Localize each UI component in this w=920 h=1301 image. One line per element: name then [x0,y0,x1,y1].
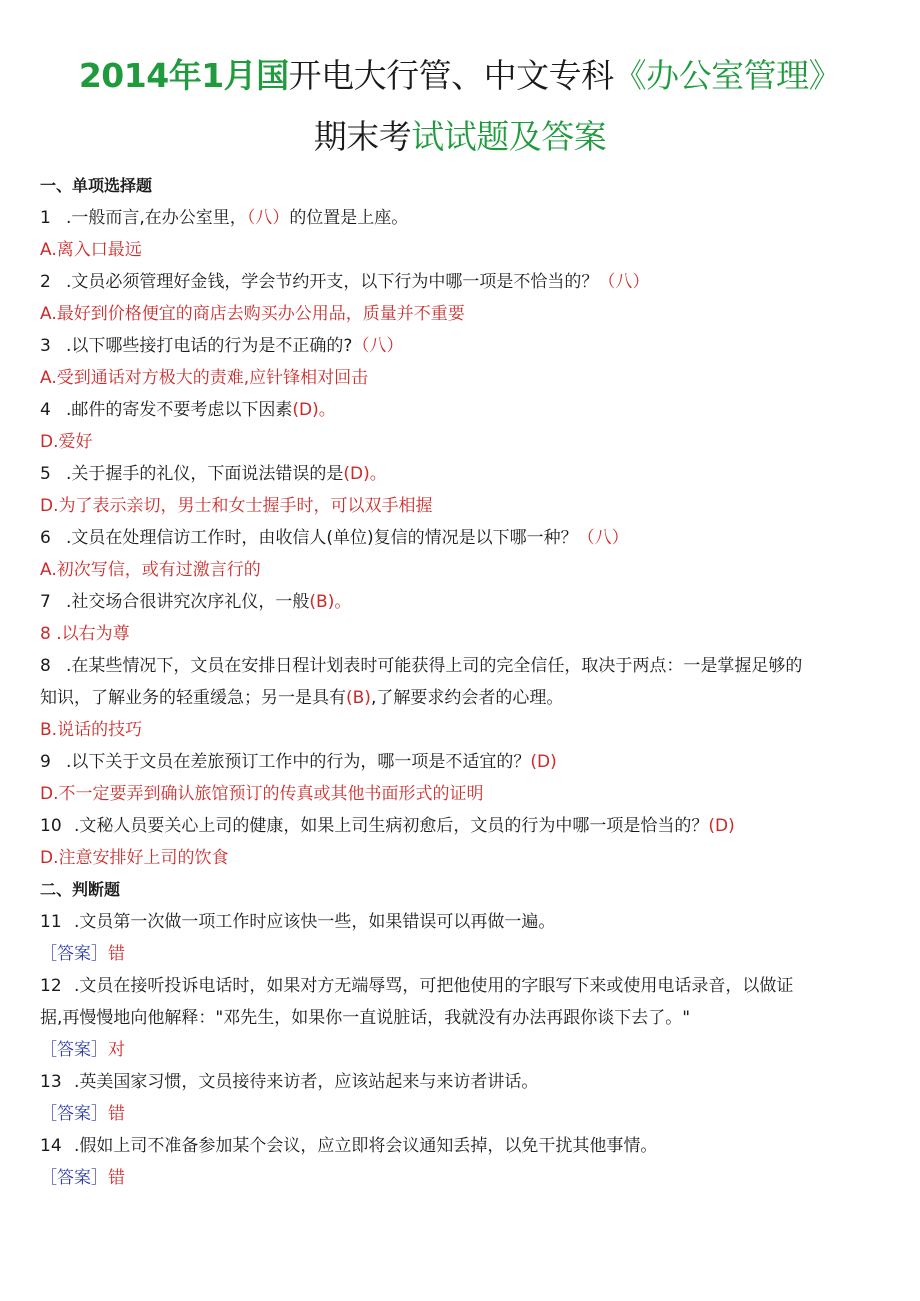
question-answer-tag: （八） [577,528,629,548]
document-body [40,170,890,1194]
question-number: 9 [40,752,51,772]
answer-1: A.离入口最远 [40,240,142,260]
section-heading-judgement: 二、判断题 [40,880,121,899]
answer-5: D.为了表示亲切，男士和女士握手时，可以双手相握 [40,496,433,516]
question-1 [40,202,890,234]
answer-value: 对 [108,1040,125,1060]
question-text: .社交场合很讲究次序礼仪，一般 [66,592,310,612]
question-5 [40,458,890,490]
answer-7: 8 .以右为尊 [40,624,130,644]
question-text: .文员必须管理好金钱，学会节约开支，以下行为中哪一项是不恰当的？ [66,272,599,292]
question-text: .一般而言,在办公室里， [66,208,247,228]
question-answer-tag: （八） [598,272,650,292]
title-part-answers: 试试题及答案 [411,117,607,156]
question-number: 8 [40,656,51,676]
answer-8: B.说话的技巧 [40,720,143,740]
question-text: .关于握手的礼仪，下面说法错误的是 [66,464,344,484]
question-number: 2 [40,272,51,292]
question-number: 14 [40,1136,62,1156]
answer-2: A.最好到价格便宜的商店去购买办公用品，质量并不重要 [40,304,465,324]
question-text: .在某些情况下，文员在安排日程计划表时可能获得上司的完全信任，取决于两点：一是掌握足够的 [66,656,803,676]
question-14 [40,1130,890,1162]
question-text: .以下关于文员在差旅预订工作中的行为，哪一项是不适宜的？ [66,752,531,772]
question-text: .假如上司不准备参加某个会议，应立即将会议通知丢掉，以免干扰其他事情。 [74,1136,658,1156]
question-number: 11 [40,912,62,932]
question-text-continued: 知识，了解业务的轻重缓急；另一是具有 [40,688,346,708]
question-answer-tag: (D)。 [343,464,387,484]
question-11 [40,906,890,938]
question-text: .文员在处理信访工作时，由收信人(单位)复信的情况是以下哪一种？ [66,528,578,548]
answer-11 [40,938,890,970]
question-text: .邮件的寄发不要考虑以下因素 [66,400,293,420]
answer-label: ［答案］ [40,944,108,964]
question-9 [40,746,890,778]
title-part-program: 开电大行管、中文专科 [288,56,614,95]
question-number: 7 [40,592,51,612]
question-text: .以下哪些接打电话的行为是不正确的? [66,336,353,356]
question-6 [40,522,890,554]
question-text: .文员第一次做一项工作时应该快一些，如果错误可以再做一遍。 [74,912,556,932]
answer-value: 错 [108,1104,125,1124]
answer-9: D.不一定要弄到确认旅馆预订的传真或其他书面形式的证明 [40,784,484,804]
question-7 [40,586,890,618]
question-12-continued: 据,再慢慢地向他解释："邓先生，如果你一直说脏话，我就没有办法再跟你谈下去了。" [40,1008,691,1028]
title-part-year: 2014年1月国 [78,56,289,95]
question-8-continued [40,682,890,714]
question-number: 12 [40,976,62,996]
answer-4: D.爱好 [40,432,93,452]
question-text: .文秘人员要关心上司的健康，如果上司生病初愈后，文员的行为中哪一项是恰当的？ [74,816,709,836]
question-text: .文员在接听投诉电话时，如果对方无端辱骂，可把他使用的字眼写下来或使用电话录音，以做证 [74,976,794,996]
answer-value: 错 [108,944,125,964]
answer-14 [40,1162,890,1194]
answer-6: A.初次写信，或有过激言行的 [40,560,261,580]
question-answer-tag: (B)。 [309,592,352,612]
answer-10: D.注意安排好上司的饮食 [40,848,229,868]
question-answer-tag: (D) [530,752,557,772]
title-part-exam: 期末考 [313,117,412,156]
answer-12 [40,1034,890,1066]
question-number: 10 [40,816,62,836]
question-2 [40,266,890,298]
question-12 [40,970,890,1002]
question-number: 4 [40,400,51,420]
document-title-line2 [0,117,920,156]
answer-label: ［答案］ [40,1168,108,1188]
question-4 [40,394,890,426]
answer-value: 错 [108,1168,125,1188]
question-number: 5 [40,464,51,484]
question-number: 3 [40,336,51,356]
question-answer-tag: （八） [246,208,290,228]
section-heading-single-choice: 一、单项选择题 [40,176,153,195]
question-text-tail: 的位置是上座。 [289,208,409,228]
title-part-course: 《办公室管理》 [613,56,842,95]
question-answer-tag: (D)。 [292,400,336,420]
question-3 [40,330,890,362]
question-answer-tag: （八） [352,336,404,356]
question-8 [40,650,890,682]
question-text: .英美国家习惯，文员接待来访者，应该站起来与来访者讲话。 [74,1072,539,1092]
answer-13 [40,1098,890,1130]
question-number: 1 [40,208,51,228]
question-answer-tag: (D) [708,816,735,836]
answer-label: ［答案］ [40,1104,108,1124]
answer-3: A.受到通话对方极大的责难,应针锋相对回击 [40,368,369,388]
question-13 [40,1066,890,1098]
question-number: 6 [40,528,51,548]
question-number: 13 [40,1072,62,1092]
document-title-line1 [0,56,920,95]
question-10 [40,810,890,842]
question-answer-tag: (B) [346,688,371,708]
question-text-tail: ,了解要求约会者的心理。 [370,688,564,708]
answer-label: ［答案］ [40,1040,108,1060]
